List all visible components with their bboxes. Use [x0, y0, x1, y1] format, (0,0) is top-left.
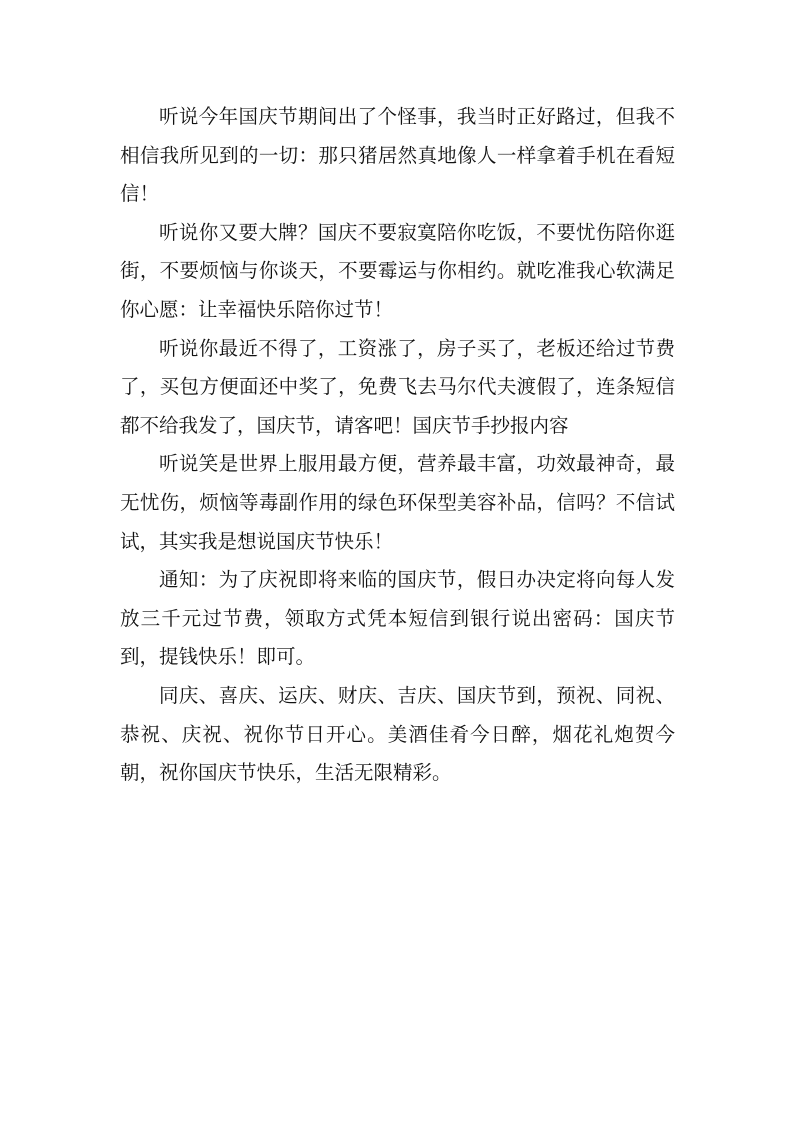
- paragraph-4: 听说笑是世界上服用最方便，营养最丰富，功效最神奇，最无忧伤，烦恼等毒副作用的绿色环保型美容补品，信吗？不信试试，其实我是想说国庆节快乐！: [120, 452, 675, 553]
- paragraph-6: 同庆、喜庆、运庆、财庆、吉庆、国庆节到，预祝、同祝、恭祝、庆祝、祝你节日开心。美酒佳肴今日醉，烟花礼炮贺今朝，祝你国庆节快乐，生活无限精彩。: [120, 683, 675, 785]
- document-body: [120, 98, 675, 793]
- paragraph-1: 听说今年国庆节期间出了个怪事，我当时正好路过，但我不相信我所见到的一切：那只猪居然真地像人一样拿着手机在看短信！: [120, 105, 675, 206]
- paragraph-3: 听说你最近不得了，工资涨了，房子买了，老板还给过节费了，买包方便面还中奖了，免费飞去马尔代夫渡假了，连条短信都不给我发了，国庆节，请客吧！国庆节手抄报内容: [120, 336, 675, 437]
- paragraph-2: 听说你又要大牌？国庆不要寂寞陪你吃饭，不要忧伤陪你逛街，不要烦恼与你谈天，不要霉运与你相约。就吃准我心软满足你心愿：让幸福快乐陪你过节！: [120, 220, 675, 321]
- paragraph-5: 通知：为了庆祝即将来临的国庆节，假日办决定将向每人发放三千元过节费，领取方式凭本短信到银行说出密码：国庆节到，提钱快乐！即可。: [120, 568, 675, 669]
